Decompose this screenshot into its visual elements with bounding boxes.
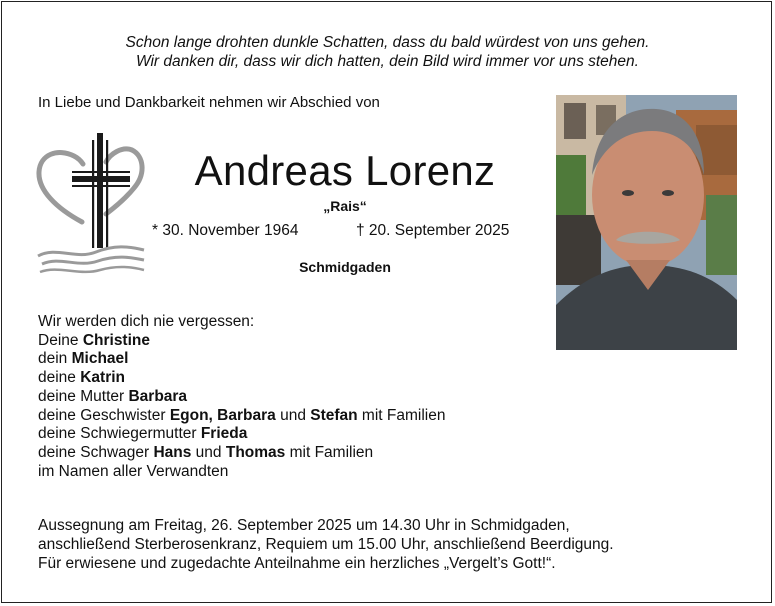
mourner-line: deine Mutter Barbara: [38, 387, 188, 405]
mourner-name: Frieda: [200, 425, 248, 443]
service-details: [38, 516, 614, 573]
mourner-line: deine Schwiegermutter Frieda: [38, 425, 248, 443]
service-line-3: Für erwiesene und zugedachte Anteilnahme ein herzliches „Vergelt’s Gott!“.: [38, 555, 556, 572]
death-date: † 20. September 2025: [356, 222, 510, 239]
service-line-2: anschließend Sterberosenkranz, Requiem um 15.00 Uhr, anschließend Beerdigung.: [38, 536, 614, 553]
portrait-photo: [556, 95, 737, 350]
mourner-name: Stefan: [310, 406, 358, 424]
intro-text: In Liebe und Dankbarkeit nehmen wir Abschied von: [38, 94, 380, 111]
mourner-line: im Namen aller Verwandten: [38, 462, 229, 480]
birth-date: * 30. November 1964: [152, 222, 299, 239]
mourner-line: deine Katrin: [38, 369, 126, 387]
mourner-name: Thomas: [225, 443, 286, 461]
service-line-1: Aussegnung am Freitag, 26. September 2025 um 14.30 Uhr in Schmidgaden,: [38, 517, 570, 534]
mourner-line: deine Geschwister Egon, Barbara und Stefan mit Familien: [38, 406, 446, 424]
mourners-heading: Wir werden dich nie vergessen:: [38, 313, 255, 330]
mourners-list: [38, 313, 445, 481]
mourner-name: Hans: [153, 443, 192, 461]
hometown: Schmidgaden: [299, 259, 391, 275]
deceased-nickname: „Rais“: [323, 198, 367, 214]
mourner-name: Barbara: [128, 387, 188, 405]
mourner-name: Katrin: [80, 369, 126, 387]
mourner-line: dein Michael: [38, 350, 129, 368]
deceased-name: Andreas Lorenz: [194, 147, 496, 194]
mourner-line: deine Schwager Hans und Thomas mit Familien: [38, 443, 374, 461]
mourner-name: Michael: [71, 350, 129, 368]
mourner-line: Deine Christine: [38, 331, 150, 349]
mourner-name: Christine: [82, 331, 150, 349]
heart-cross-waves-icon: [36, 130, 148, 280]
poem: [0, 33, 775, 71]
poem-line-2: Wir danken dir, dass wir dich hatten, dein Bild wird immer vor uns stehen.: [136, 53, 639, 70]
mourner-name: Egon, Barbara: [169, 406, 276, 424]
poem-line-1: Schon lange drohten dunkle Schatten, dass du bald würdest von uns gehen.: [125, 34, 650, 51]
